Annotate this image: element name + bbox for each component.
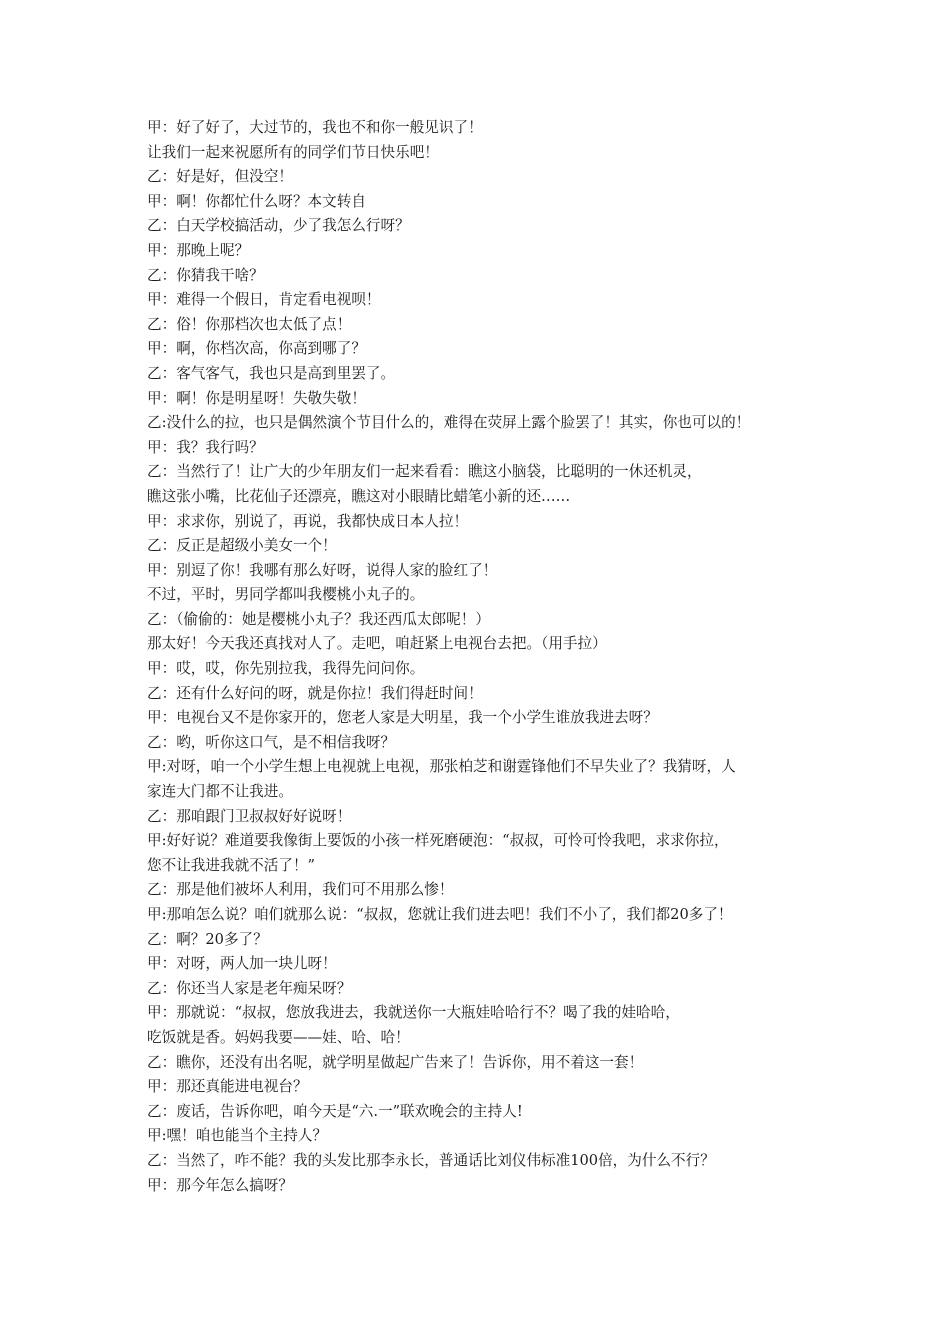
text-line: 乙：哟，听你这口气，是不相信我呀？ (147, 733, 396, 751)
text-line: 甲：啊，你档次高，你高到哪了？ (147, 340, 366, 358)
text-line: 甲:好好说？难道要我像街上要饭的小孩一样死磨硬泡：“叔叔，可怜可怜我吧，求求你拉， (147, 832, 729, 850)
text-line: 乙：你猜我干啥？ (147, 266, 264, 284)
text-line: 甲：对呀，两人加一块儿呀！ (147, 955, 337, 973)
text-line: 甲:对呀，咱一个小学生想上电视就上电视，那张柏芝和谢霆锋他们不早失业了？我猜呀，人 (147, 758, 736, 776)
text-line: 乙：反正是超级小美女一个！ (147, 537, 337, 555)
text-line: 乙：废话，告诉你吧，咱今天是“六.一”联欢晚会的主持人! (147, 1102, 523, 1120)
text-line: 瞧这张小嘴，比花仙子还漂亮，瞧这对小眼睛比蜡笔小新的还…… (147, 487, 571, 505)
text-line: 乙：客气客气，我也只是高到里罢了。 (147, 364, 396, 382)
text-line: 让我们一起来祝愿所有的同学们节日快乐吧！ (147, 143, 439, 161)
text-line: 乙：白天学校搞活动，少了我怎么行呀？ (147, 217, 410, 235)
text-line: 乙：瞧你，还没有出名呢，就学明星做起广告来了！告诉你，用不着这一套！ (147, 1053, 644, 1071)
text-line: 甲：难得一个假日，肯定看电视呗！ (147, 291, 381, 309)
text-line: 乙：那咱跟门卫叔叔好好说呀！ (147, 807, 352, 825)
text-line: 甲：电视台又不是你家开的，您老人家是大明星，我一个小学生谁放我进去呀？ (147, 709, 658, 727)
text-line: 甲：那晚上呢？ (147, 241, 250, 259)
text-line: 乙：当然行了！让广大的少年朋友们一起来看看：瞧这小脑袋，比聪明的一休还机灵， (147, 463, 702, 481)
text-line: 甲：那就说：“叔叔，您放我进去，我就送你一大瓶娃哈哈行不？喝了我的娃哈哈， (147, 1004, 680, 1022)
text-line: 甲：好了好了，大过节的，我也不和你一般见识了！ (147, 119, 483, 136)
text-line: 吃饭就是香。妈妈我要——娃、哈、哈！ (147, 1028, 410, 1046)
text-line: 甲：求求你，别说了，再说，我都快成日本人拉！ (147, 512, 469, 530)
text-line: 乙：啊？20多了？ (147, 930, 268, 948)
text-line: 甲：那今年怎么搞呀？ (147, 1176, 293, 1194)
document-body (147, 116, 827, 1198)
text-line: 乙：还有什么好问的呀，就是你拉！我们得赶时间！ (147, 684, 483, 702)
text-line: 甲：别逗了你！我哪有那么好呀，说得人家的脸红了！ (147, 561, 498, 579)
text-line: 乙：当然了，咋不能？我的头发比那李永长，普通话比刘仪伟标准100倍，为什么不行？ (147, 1151, 715, 1169)
text-line: 甲：啊！你都忙什么呀？本文转自 (147, 192, 366, 210)
text-line: 乙：你还当人家是老年痴呆呀？ (147, 979, 352, 997)
text-line: 乙：（偷偷的：她是樱桃小丸子？我还西瓜太郎呢！） (147, 610, 490, 628)
text-line: 甲：哎，哎，你先别拉我，我得先问问你。 (147, 660, 425, 678)
text-line: 甲:嘿！咱也能当个主持人？ (147, 1127, 328, 1145)
text-line: 乙：俗！你那档次也太低了点！ (147, 315, 352, 333)
text-line: 甲：啊！你是明星呀！失敬失敬！ (147, 389, 366, 407)
text-line: 甲：那还真能进电视台？ (147, 1078, 308, 1096)
text-line: 您不让我进我就不活了！” (147, 856, 315, 874)
text-line: 乙：那是他们被坏人利用，我们可不用那么惨！ (147, 881, 454, 899)
text-line: 家连大门都不让我进。 (147, 783, 293, 801)
text-line: 乙:没什么的拉，也只是偶然演个节目什么的，难得在荧屏上露个脸罢了！其实，你也可以的！ (147, 414, 751, 432)
text-line: 乙：好是好，但没空！ (147, 168, 293, 186)
text-line: 那太好！今天我还真找对人了。走吧，咱赶紧上电视台去把。（用手拉） (147, 635, 607, 653)
text-line: 甲：我？我行吗？ (147, 438, 264, 456)
text-line: 不过，平时，男同学都叫我樱桃小丸子的。 (147, 586, 425, 604)
text-line: 甲:那咱怎么说？咱们就那么说：“叔叔，您就让我们进去吧！我们不小了，我们都20多了！ (147, 906, 733, 923)
